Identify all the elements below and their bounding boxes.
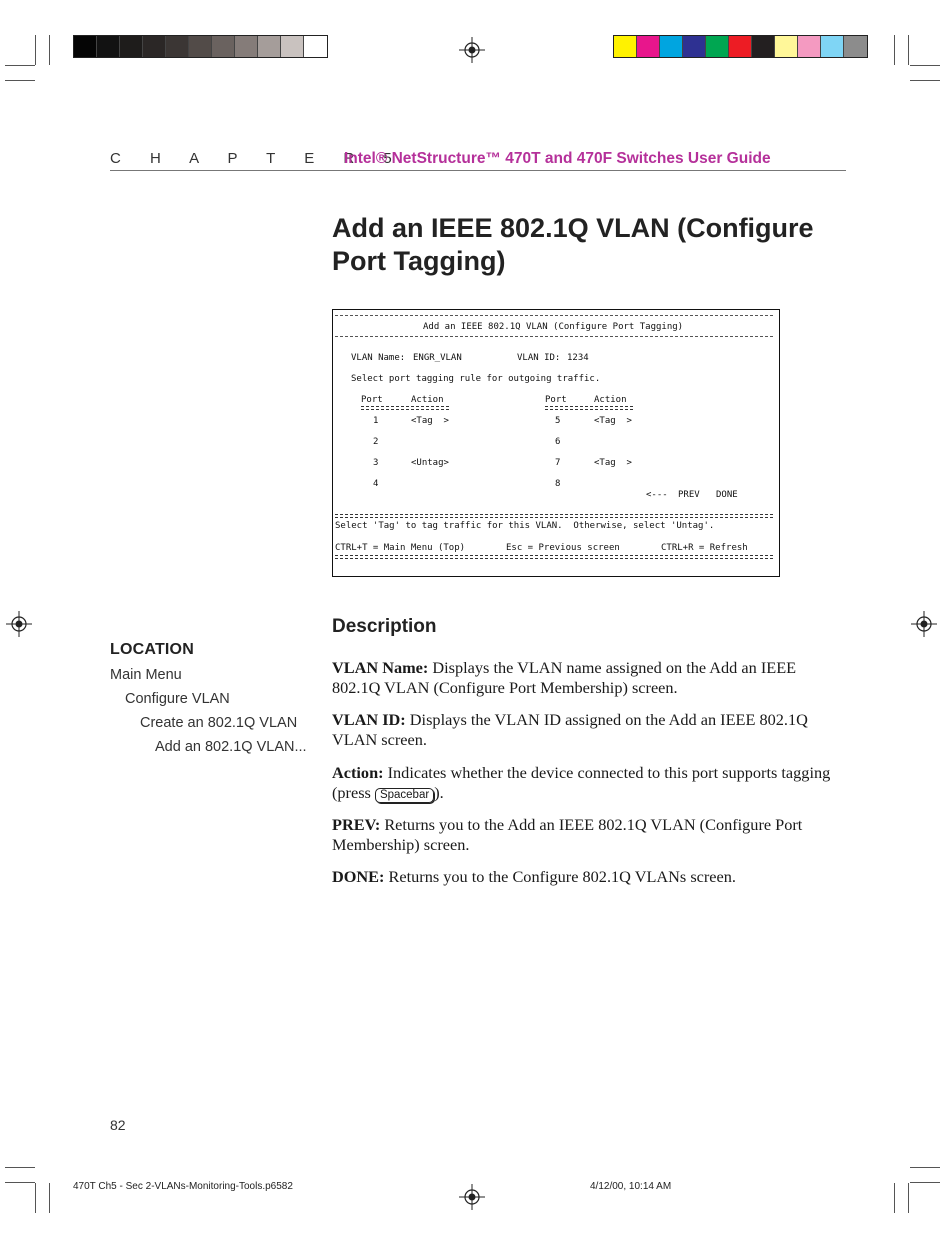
vlan-id-label: VLAN ID: bbox=[517, 353, 561, 363]
footer-filename: 470T Ch5 - Sec 2-VLANs-Monitoring-Tools.p6582 bbox=[73, 1181, 293, 1192]
color-swatch bbox=[281, 36, 304, 57]
spacebar-key-icon: Spacebar bbox=[375, 788, 434, 803]
definition-end: ). bbox=[434, 783, 444, 802]
color-swatch bbox=[775, 36, 798, 57]
footer-timestamp: 4/12/00, 10:14 AM bbox=[590, 1181, 672, 1192]
color-swatch bbox=[729, 36, 752, 57]
crop-mark bbox=[894, 35, 895, 65]
previous-screen-shortcut: Esc = Previous screen bbox=[506, 543, 620, 553]
crop-mark bbox=[908, 35, 909, 65]
port-number: 2 bbox=[373, 437, 379, 447]
col-port-header: Port bbox=[545, 395, 567, 405]
color-swatch bbox=[166, 36, 189, 57]
port-number: 4 bbox=[373, 479, 379, 489]
definition: Indicates whether the device connected to this port supports tagging (press bbox=[332, 763, 831, 802]
description-item bbox=[332, 763, 842, 803]
page-number: 82 bbox=[110, 1117, 126, 1133]
term: PREV: bbox=[332, 815, 381, 834]
port-action-selector[interactable]: <Tag > bbox=[594, 416, 632, 426]
port-number: 8 bbox=[555, 479, 561, 489]
term: DONE: bbox=[332, 867, 385, 886]
crop-mark bbox=[910, 65, 940, 66]
terminal-title: Add an IEEE 802.1Q VLAN (Configure Port Tagging) bbox=[423, 322, 684, 332]
instruction-text: Select port tagging rule for outgoing traffic. bbox=[351, 374, 601, 384]
col-action-header: Action bbox=[594, 395, 627, 405]
page-title: Add an IEEE 802.1Q VLAN (Configure Port Tagging) bbox=[332, 213, 814, 276]
port-action-selector[interactable]: <Tag > bbox=[411, 416, 449, 426]
location-heading: LOCATION bbox=[110, 641, 194, 658]
description-item bbox=[332, 710, 842, 750]
port-number: 5 bbox=[555, 416, 561, 426]
description-item bbox=[332, 815, 842, 855]
crop-mark bbox=[5, 65, 35, 66]
divider bbox=[335, 514, 773, 518]
terminal-screenshot bbox=[332, 309, 780, 577]
definition: Returns you to the Add an IEEE 802.1Q VLAN (Configure Port Membership) screen. bbox=[332, 815, 803, 854]
color-swatch bbox=[844, 36, 867, 57]
port-action-selector[interactable]: <Tag > bbox=[594, 458, 632, 468]
color-swatch bbox=[258, 36, 281, 57]
location-path-item: Add an 802.1Q VLAN... bbox=[155, 739, 307, 755]
color-swatch bbox=[97, 36, 120, 57]
crop-mark bbox=[894, 1183, 895, 1213]
color-swatch bbox=[74, 36, 97, 57]
color-swatch bbox=[683, 36, 706, 57]
main-menu-shortcut: CTRL+T = Main Menu (Top) bbox=[335, 543, 466, 553]
nav-arrow: <--- bbox=[646, 490, 668, 500]
vlan-name-value: ENGR_VLAN bbox=[413, 353, 462, 363]
port-action-selector[interactable]: <Untag> bbox=[411, 458, 449, 468]
color-swatch bbox=[752, 36, 775, 57]
definition: Returns you to the Configure 802.1Q VLANs screen. bbox=[384, 867, 736, 886]
crop-mark bbox=[35, 1183, 36, 1213]
header-underline bbox=[545, 406, 633, 410]
registration-mark-icon bbox=[459, 37, 485, 63]
col-port-header: Port bbox=[361, 395, 383, 405]
registration-mark-icon bbox=[911, 611, 937, 637]
color-swatch bbox=[189, 36, 212, 57]
description-item bbox=[332, 867, 842, 887]
prev-button[interactable]: PREV bbox=[678, 490, 700, 500]
crop-mark bbox=[35, 35, 36, 65]
divider bbox=[335, 336, 773, 337]
color-swatch bbox=[706, 36, 729, 57]
crop-mark bbox=[910, 1167, 940, 1168]
color-swatch bbox=[235, 36, 258, 57]
color-swatch bbox=[120, 36, 143, 57]
divider bbox=[335, 315, 773, 316]
header-underline bbox=[361, 406, 449, 410]
color-swatch bbox=[143, 36, 166, 57]
color-swatch bbox=[637, 36, 660, 57]
crop-mark bbox=[5, 80, 35, 81]
port-number: 7 bbox=[555, 458, 561, 468]
location-path-item: Configure VLAN bbox=[125, 691, 230, 707]
registration-mark-icon bbox=[459, 1184, 485, 1210]
col-action-header: Action bbox=[411, 395, 444, 405]
help-text: Select 'Tag' to tag traffic for this VLAN. Otherwise, select 'Untag'. bbox=[335, 521, 715, 531]
color-swatch bbox=[660, 36, 683, 57]
crop-mark bbox=[910, 80, 940, 81]
port-number: 6 bbox=[555, 437, 561, 447]
color-swatch bbox=[821, 36, 844, 57]
color-swatch-bar bbox=[613, 35, 868, 58]
definition: Displays the VLAN name assigned on the Add an IEEE 802.1Q VLAN (Configure Port Membership) screen. bbox=[332, 658, 797, 697]
location-path-item: Main Menu bbox=[110, 667, 182, 683]
refresh-shortcut: CTRL+R = Refresh bbox=[661, 543, 748, 553]
color-swatch bbox=[212, 36, 235, 57]
divider bbox=[335, 555, 773, 559]
gray-swatch-bar bbox=[73, 35, 328, 58]
location-path-item: Create an 802.1Q VLAN bbox=[140, 715, 298, 731]
crop-mark bbox=[5, 1167, 35, 1168]
vlan-id-value: 1234 bbox=[567, 353, 589, 363]
term: VLAN Name: bbox=[332, 658, 429, 677]
crop-mark bbox=[49, 1183, 50, 1213]
done-button[interactable]: DONE bbox=[716, 490, 738, 500]
crop-mark bbox=[908, 1183, 909, 1213]
description-item bbox=[332, 658, 842, 698]
color-swatch bbox=[304, 36, 327, 57]
crop-mark bbox=[49, 35, 50, 65]
chapter-label: C H A P T E R 5 bbox=[110, 150, 405, 167]
port-number: 1 bbox=[373, 416, 379, 426]
color-swatch bbox=[798, 36, 821, 57]
header-rule bbox=[110, 170, 846, 171]
guide-title: Intel® NetStructure™ 470T and 470F Switches User Guide bbox=[344, 150, 771, 167]
definition: Displays the VLAN ID assigned on the Add an IEEE 802.1Q VLAN screen. bbox=[332, 710, 808, 749]
crop-mark bbox=[910, 1182, 940, 1183]
crop-mark bbox=[5, 1182, 35, 1183]
description-heading: Description bbox=[332, 616, 437, 637]
vlan-name-label: VLAN Name: bbox=[351, 353, 406, 363]
registration-mark-icon bbox=[6, 611, 32, 637]
term: Action: bbox=[332, 763, 384, 782]
color-swatch bbox=[614, 36, 637, 57]
term: VLAN ID: bbox=[332, 710, 406, 729]
port-number: 3 bbox=[373, 458, 379, 468]
